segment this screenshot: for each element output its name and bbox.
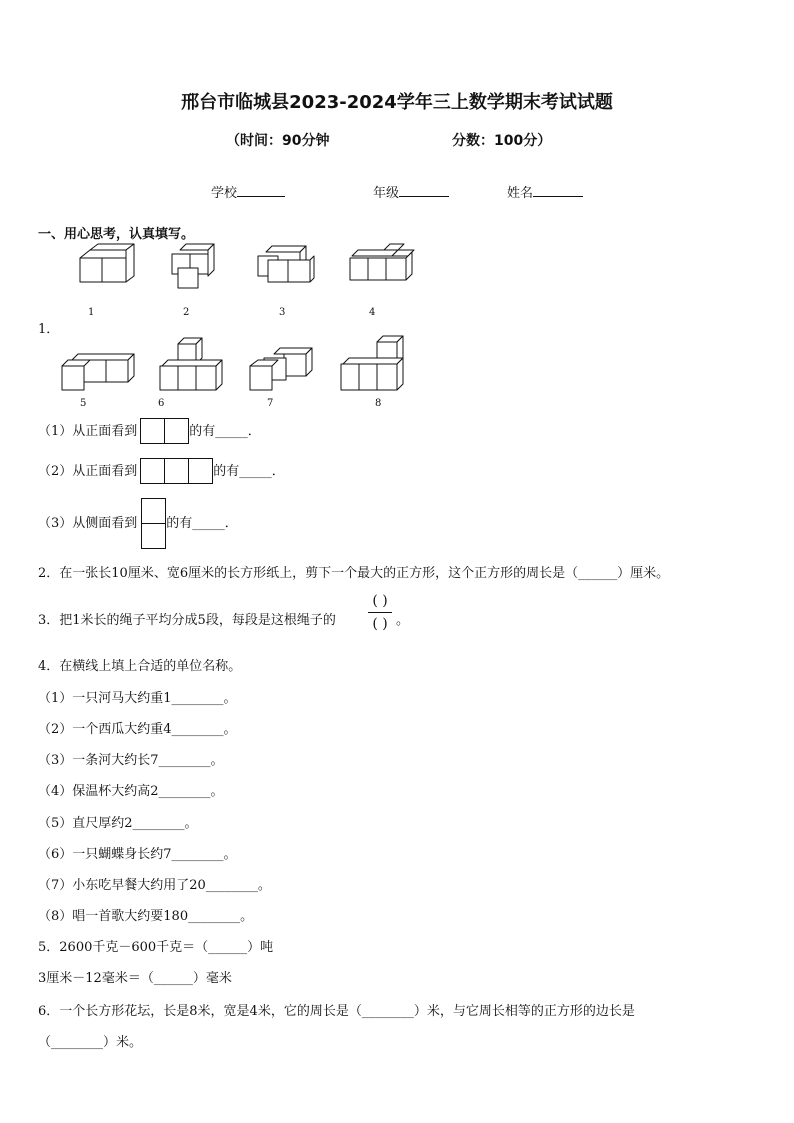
school-label: 学校 bbox=[211, 186, 238, 201]
vertical-two-square-view bbox=[141, 498, 166, 549]
fraction-numerator: ( ) bbox=[372, 593, 388, 609]
question-2[interactable]: 2．在一张长10厘米、宽6厘米的长方形纸上，剪下一个最大的正方形，这个正方形的周长是（______）厘米。 bbox=[38, 566, 670, 581]
cube-figure-8 bbox=[337, 336, 409, 392]
question-4-item[interactable]: （4）保温杯大约高2________。 bbox=[38, 784, 224, 799]
score-label: 分数：100分） bbox=[452, 133, 552, 149]
question-4-item[interactable]: （5）直尺厚约2________。 bbox=[38, 816, 198, 831]
figure-label-2: 2 bbox=[183, 307, 190, 318]
question-4: 4．在横线上填上合适的单位名称。 bbox=[38, 659, 242, 674]
part-3-suffix[interactable]: 的有_____． bbox=[166, 516, 238, 531]
question-3-end: 。 bbox=[396, 613, 410, 628]
question-4-item[interactable]: （2）一个西瓜大约重4________。 bbox=[38, 722, 237, 737]
figure-label-4: 4 bbox=[369, 307, 376, 318]
figure-label-3: 3 bbox=[279, 307, 286, 318]
question-1-part-3 bbox=[38, 498, 238, 549]
fraction-bar bbox=[368, 612, 392, 613]
figure-label-1: 1 bbox=[88, 307, 95, 318]
three-square-view bbox=[141, 458, 213, 485]
page-title: 邢台市临城县2023-2024学年三上数学期末考试试题 bbox=[181, 92, 613, 113]
question-1-part-2 bbox=[38, 458, 285, 485]
figure-label-5: 5 bbox=[80, 398, 87, 409]
question-6-line-1[interactable]: 6．一个长方形花坛，长是8米，宽是4米，它的周长是（________）米，与它周长相等的正方形的边长是 bbox=[38, 1004, 635, 1019]
part-3-prefix: （3）从侧面看到 bbox=[38, 516, 138, 531]
figure-label-8: 8 bbox=[375, 398, 382, 409]
part-1-prefix: （1）从正面看到 bbox=[38, 423, 138, 439]
question-5-line-2[interactable]: 3厘米－12毫米＝（______）毫米 bbox=[38, 971, 232, 986]
cube-figure-7 bbox=[246, 344, 318, 394]
school-field[interactable] bbox=[211, 182, 285, 201]
figure-label-6: 6 bbox=[158, 398, 165, 409]
question-4-item[interactable]: （8）唱一首歌大约要180________。 bbox=[38, 909, 254, 924]
part-2-suffix[interactable]: 的有_____． bbox=[213, 463, 285, 479]
cube-figure-3 bbox=[256, 244, 326, 294]
grade-label: 年级 bbox=[373, 186, 400, 201]
question-4-item[interactable]: （1）一只河马大约重1________。 bbox=[38, 691, 237, 706]
part-1-suffix[interactable]: 的有_____． bbox=[189, 423, 261, 439]
name-field[interactable] bbox=[507, 182, 583, 201]
cube-figure-6 bbox=[156, 338, 228, 392]
fraction-denominator: ( ) bbox=[372, 616, 388, 632]
part-2-prefix: （2）从正面看到 bbox=[38, 463, 138, 479]
figure-label-7: 7 bbox=[267, 398, 274, 409]
grade-field[interactable] bbox=[373, 182, 449, 201]
question-4-item[interactable]: （7）小东吃早餐大约用了20________。 bbox=[38, 878, 271, 893]
question-6-line-2[interactable]: （________）米。 bbox=[38, 1035, 143, 1050]
question-4-item[interactable]: （6）一只蝴蝶身长约7________。 bbox=[38, 847, 237, 862]
cube-figure-5 bbox=[58, 350, 138, 392]
question-5-line-1[interactable]: 5．2600千克－600千克＝（______）吨 bbox=[38, 940, 274, 955]
name-label: 姓名 bbox=[507, 186, 534, 201]
two-square-view bbox=[141, 418, 189, 445]
section-heading: 一、用心思考，认真填写。 bbox=[38, 227, 195, 242]
cube-figure-2 bbox=[166, 244, 226, 294]
question-1-part-1 bbox=[38, 418, 261, 445]
fraction-blank[interactable] bbox=[366, 592, 394, 633]
time-label: （时间：90分钟 bbox=[226, 133, 330, 149]
question-4-item[interactable]: （3）一条河大约长7________。 bbox=[38, 753, 224, 768]
question-3: 3．把1米长的绳子平均分成5段，每段是这根绳子的 bbox=[38, 613, 336, 628]
question-1-number: 1． bbox=[38, 322, 60, 337]
cube-figure-1 bbox=[74, 244, 144, 294]
cube-figure-4 bbox=[346, 244, 426, 294]
